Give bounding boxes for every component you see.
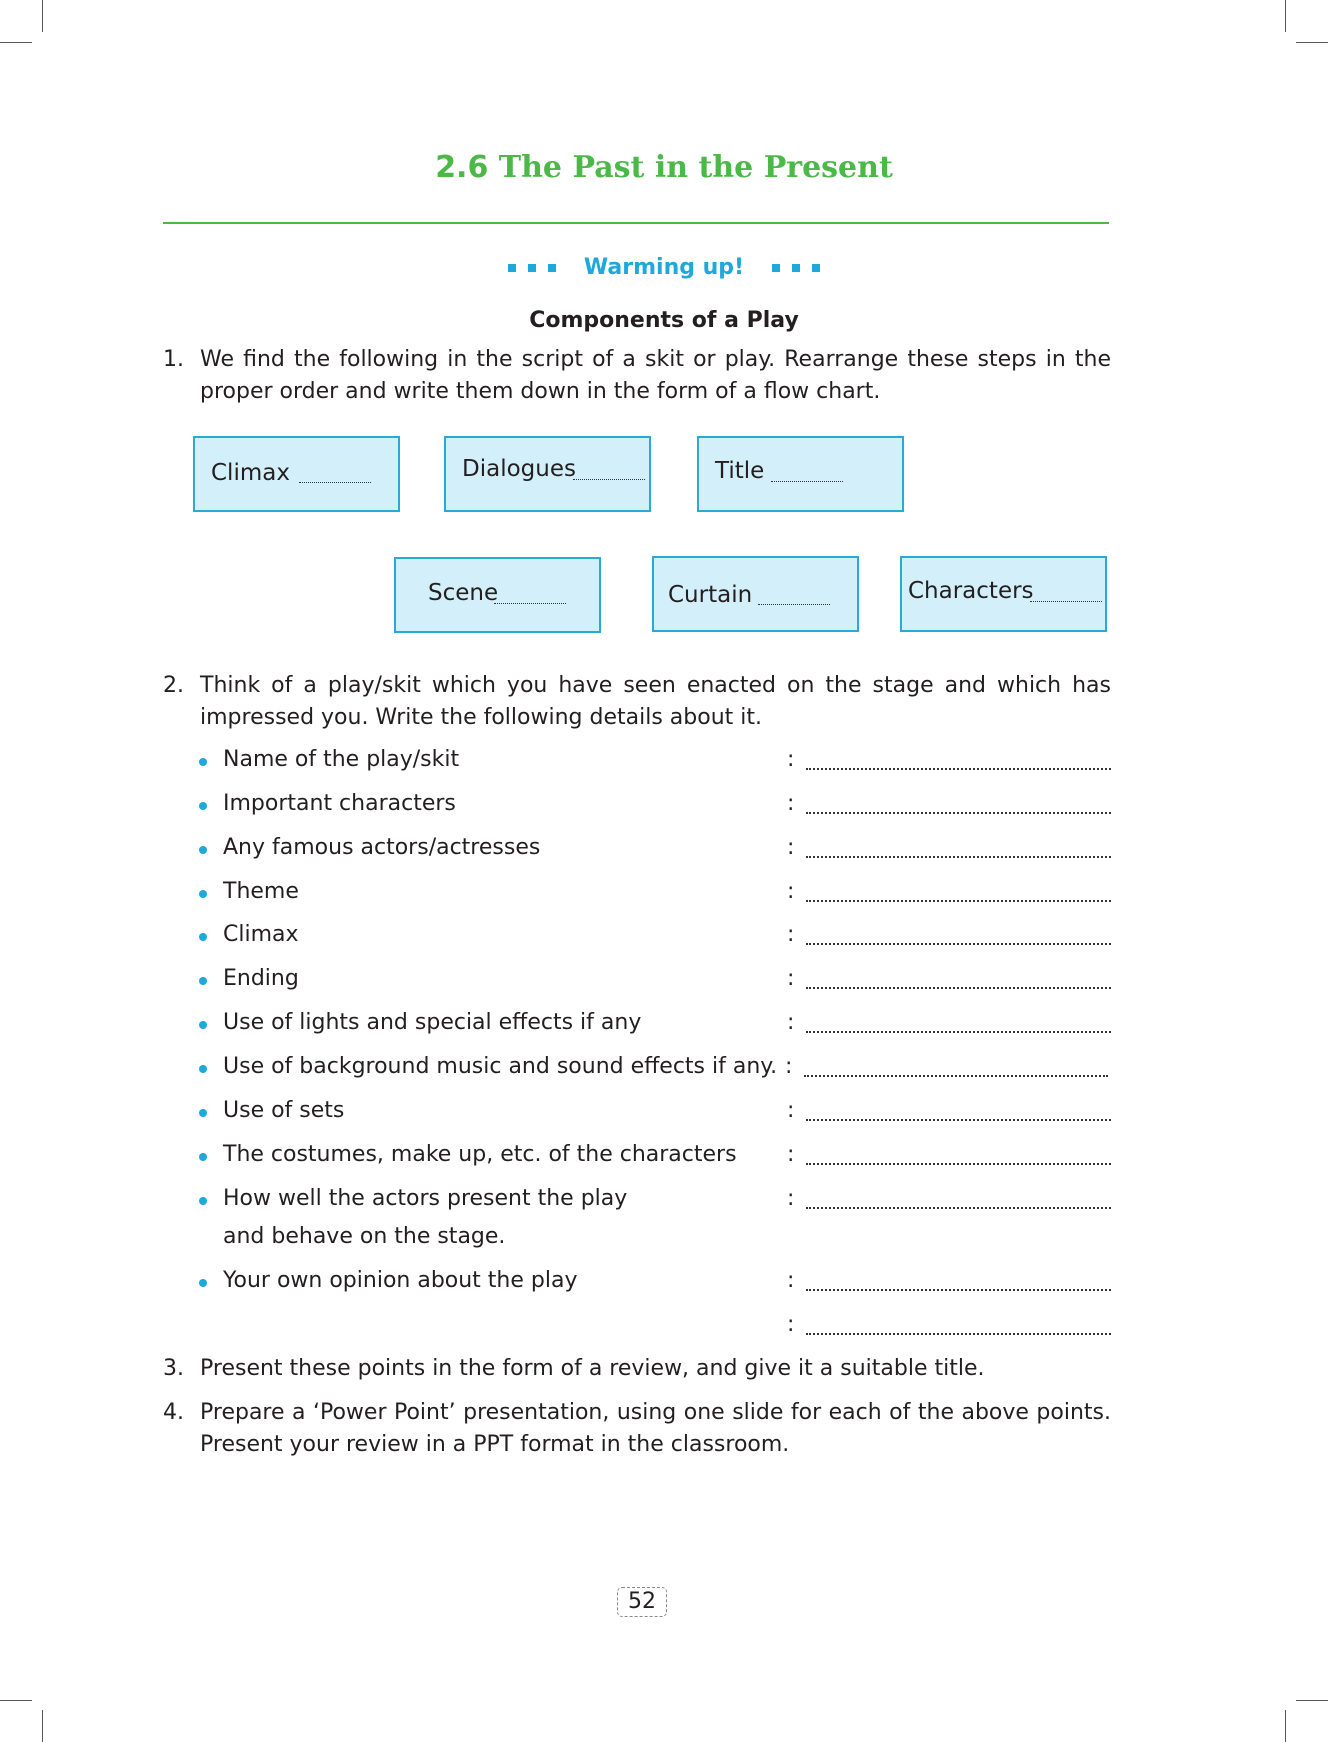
fill-in-dots: [758, 604, 830, 605]
colon: :: [787, 879, 795, 904]
question-text: Think of a play/skit which you have seen enacted on the stage and which has impressed you. Write the following details about it.: [200, 673, 1111, 730]
colon: :: [787, 1186, 795, 1211]
component-box-scene: [394, 557, 601, 633]
box-label: Dialogues: [462, 456, 576, 482]
fill-in-dots: [771, 481, 843, 482]
section-number: 2.6: [435, 150, 489, 185]
component-box-dialogues: [444, 436, 651, 512]
bullet-icon: [199, 1021, 207, 1029]
component-box-characters: [900, 556, 1107, 632]
crop-mark: [1285, 1710, 1286, 1742]
item-label: Climax: [223, 922, 299, 947]
bullet-icon: [199, 1109, 207, 1117]
item-label: Your own opinion about the play: [223, 1268, 578, 1293]
square-icon: [548, 264, 556, 272]
question-4: [163, 1397, 1111, 1461]
box-label: Scene: [428, 580, 499, 606]
colon: :: [787, 747, 795, 772]
component-box-climax: [193, 436, 400, 512]
square-icon: [812, 264, 820, 272]
crop-mark: [0, 42, 32, 43]
item-label: Ending: [223, 966, 299, 991]
colon: :: [787, 1098, 795, 1123]
item-label: Theme: [223, 879, 299, 904]
colon: :: [787, 966, 795, 991]
question-1: [163, 344, 1111, 408]
answer-line: [806, 900, 1111, 902]
fill-in-dots: [494, 603, 566, 604]
box-label: Title: [715, 458, 765, 484]
square-icon: [528, 264, 536, 272]
answer-line: [806, 768, 1111, 770]
question-number: 4.: [163, 1400, 184, 1425]
warming-up-label: Warming up!: [583, 255, 745, 280]
answer-line: [806, 943, 1111, 945]
bullet-icon: [199, 802, 207, 810]
crop-mark: [1296, 42, 1328, 43]
crop-mark: [42, 0, 43, 32]
item-label: The costumes, make up, etc. of the characters: [223, 1142, 737, 1167]
question-text: Present these points in the form of a review, and give it a suitable title.: [200, 1356, 985, 1381]
colon: :: [787, 1268, 795, 1293]
item-label: Important characters: [223, 791, 456, 816]
bullet-icon: [199, 1153, 207, 1161]
item-label: Use of lights and special effects if any: [223, 1010, 642, 1035]
bullet-icon: [199, 933, 207, 941]
bullet-icon: [199, 1065, 207, 1073]
item-label: Name of the play/skit: [223, 747, 460, 772]
question-text: We find the following in the script of a skit or play. Rearrange these steps in the proper order and write them down in the form of a flow chart.: [200, 347, 1111, 404]
colon: :: [787, 1010, 795, 1035]
colon: :: [785, 1054, 793, 1079]
fill-in-dots: [299, 482, 371, 483]
crop-mark: [42, 1710, 43, 1742]
answer-line: [806, 987, 1111, 989]
page-number: 52: [617, 1587, 667, 1617]
answer-line: [804, 1075, 1108, 1077]
answer-line: [806, 1207, 1111, 1209]
item-label: Use of sets: [223, 1098, 345, 1123]
component-box-curtain: [652, 556, 859, 632]
title-divider: [163, 222, 1109, 224]
question-number: 2.: [163, 673, 184, 698]
bullet-icon: [199, 977, 207, 985]
answer-line: [806, 1289, 1111, 1291]
question-number: 3.: [163, 1356, 184, 1381]
colon: :: [787, 922, 795, 947]
item-label: and behave on the stage.: [223, 1224, 506, 1249]
answer-line: [806, 1031, 1111, 1033]
components-heading: Components of a Play: [529, 308, 799, 333]
square-icon: [508, 264, 516, 272]
bullet-icon: [199, 846, 207, 854]
question-number: 1.: [163, 347, 184, 372]
item-label: Use of background music and sound effects if any.: [223, 1054, 778, 1079]
bullet-icon: [199, 1197, 207, 1205]
item-label: Any famous actors/actresses: [223, 835, 541, 860]
crop-mark: [1296, 1700, 1328, 1701]
crop-mark: [0, 1700, 32, 1701]
answer-line: [806, 856, 1111, 858]
question-3: [163, 1353, 1111, 1385]
section-title: The Past in the Present: [498, 150, 893, 185]
warming-up-heading: [0, 255, 1328, 280]
fill-in-dots: [1030, 601, 1102, 602]
bullet-icon: [199, 890, 207, 898]
box-label: Climax: [211, 460, 290, 486]
answer-line: [806, 812, 1111, 814]
colon: :: [787, 1312, 795, 1337]
bullet-icon: [199, 758, 207, 766]
question-2: [163, 670, 1111, 734]
bullet-icon: [199, 1279, 207, 1287]
box-label: Curtain: [668, 582, 753, 608]
page-title: [0, 150, 1328, 185]
question-text: Prepare a ‘Power Point’ presentation, using one slide for each of the above points. Present your review in a PPT format in the classroom.: [200, 1400, 1111, 1457]
crop-mark: [1285, 0, 1286, 32]
answer-line: [806, 1163, 1111, 1165]
colon: :: [787, 791, 795, 816]
fill-in-dots: [573, 479, 645, 480]
item-label: How well the actors present the play: [223, 1186, 628, 1211]
box-label: Characters: [908, 578, 1034, 604]
colon: :: [787, 835, 795, 860]
component-box-title: [697, 436, 904, 512]
answer-line: [806, 1333, 1111, 1335]
answer-line: [806, 1119, 1111, 1121]
square-icon: [792, 264, 800, 272]
square-icon: [772, 264, 780, 272]
colon: :: [787, 1142, 795, 1167]
